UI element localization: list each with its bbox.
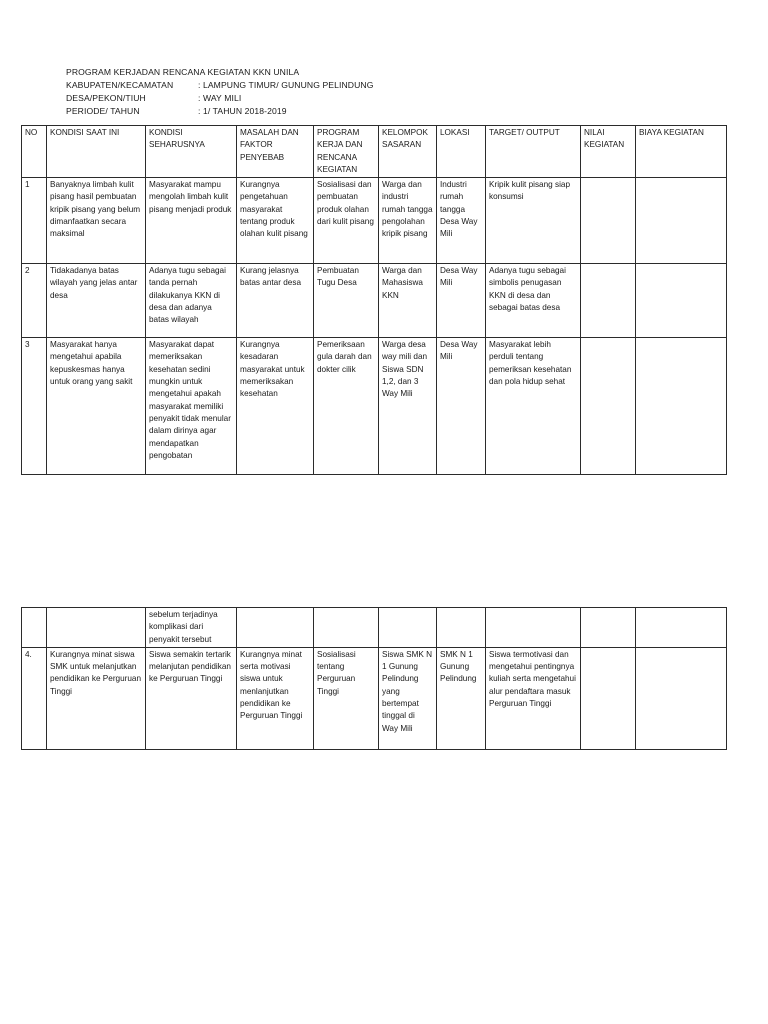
table-cell: Adanya tugu sebagai simbolis penugasan KKN di desa dan sebagai batas desa xyxy=(486,264,581,338)
program-table xyxy=(21,125,727,475)
table-cell xyxy=(636,647,727,749)
table-cell: 4. xyxy=(22,647,47,749)
table-row xyxy=(22,338,727,475)
table-cell: Sosialisasi dan pembuatan produk olahan dari kulit pisang xyxy=(314,178,379,264)
header-row-periode xyxy=(66,105,374,118)
column-header-lokasi: LOKASI xyxy=(437,126,486,178)
table-cell: Tidakadanya batas wilayah yang jelas antar desa xyxy=(47,264,146,338)
table-row xyxy=(22,264,727,338)
table-cell: Pembuatan Tugu Desa xyxy=(314,264,379,338)
table-cell: Warga dan Mahasiswa KKN xyxy=(379,264,437,338)
table-cell: Industri rumah tangga Desa Way Mili xyxy=(437,178,486,264)
table-cell: Kurangnya minat serta motivasi siswa untuk menlanjutkan pendidikan ke Perguruan Tinggi xyxy=(237,647,314,749)
table-cell: Kripik kulit pisang siap konsumsi xyxy=(486,178,581,264)
table-cell: sebelum terjadinya komplikasi dari penyakit tersebut xyxy=(146,608,237,648)
table-cell xyxy=(581,338,636,475)
table-cell: Masyarakat lebih perduli tentang pemeriksan kesehatan dan pola hidup sehat xyxy=(486,338,581,475)
document-title: PROGRAM KERJADAN RENCANA KEGIATAN KKN UNILA xyxy=(66,67,300,77)
table-cell xyxy=(314,608,379,648)
table-cell xyxy=(486,608,581,648)
table-cell: Kurangnya minat siswa SMK untuk melanjutkan pendidikan ke Perguruan Tinggi xyxy=(47,647,146,749)
table-cell xyxy=(636,608,727,648)
table-cell xyxy=(379,608,437,648)
table-header-row xyxy=(22,126,727,178)
table-cell xyxy=(237,608,314,648)
header-row-kabupaten xyxy=(66,79,374,92)
table-cell xyxy=(581,608,636,648)
table-cell xyxy=(437,608,486,648)
table-cell: Kurangnya kesadaran masyarakat untuk memeriksakan kesehatan xyxy=(237,338,314,475)
header-label: PERIODE/ TAHUN xyxy=(66,106,140,116)
document-header xyxy=(66,66,374,118)
table-cell: 3 xyxy=(22,338,47,475)
column-header-nilai-kegiatan: NILAI KEGIATAN xyxy=(581,126,636,178)
table-cell xyxy=(581,178,636,264)
table-row xyxy=(22,647,727,749)
table-cell: Pemeriksaan gula darah dan dokter cilik xyxy=(314,338,379,475)
table-cell xyxy=(22,608,47,648)
table-cell: Kurang jelasnya batas antar desa xyxy=(237,264,314,338)
table-cell: 1 xyxy=(22,178,47,264)
table-cell xyxy=(636,178,727,264)
table-cell: Siswa SMK N 1 Gunung Pelindung yang bertempat tinggal di Way Mili xyxy=(379,647,437,749)
table-cell: 2 xyxy=(22,264,47,338)
table-cell: Warga dan industri rumah tangga pengolahan kripik pisang xyxy=(379,178,437,264)
column-header-program-kerja: PROGRAM KERJA DAN RENCANA KEGIATAN xyxy=(314,126,379,178)
header-label: KABUPATEN/KECAMATAN xyxy=(66,80,174,90)
table-cell: Adanya tugu sebagai tanda pernah dilakukanya KKN di desa dan adanya batas wilayah xyxy=(146,264,237,338)
header-row-desa xyxy=(66,92,374,105)
column-header-biaya-kegiatan: BIAYA KEGIATAN xyxy=(636,126,727,178)
column-header-kondisi-seharusnya: KONDISI SEHARUSNYA xyxy=(146,126,237,178)
column-header-no: NO xyxy=(22,126,47,178)
table-cell: Masyarakat hanya mengetahui apabila kepuskesmas hanya untuk orang yang sakit xyxy=(47,338,146,475)
table-cell: Sosialisasi tentang Perguruan Tinggi xyxy=(314,647,379,749)
header-value: : 1/ TAHUN 2018-2019 xyxy=(198,106,287,116)
table-cell: Masyarakat dapat memeriksakan kesehatan sedini mungkin untuk mengetahui apakah masyarakat memiliki penyakit tidak menular dalam dirinya agar mendapatkan pengobatan xyxy=(146,338,237,475)
header-label: DESA/PEKON/TIUH xyxy=(66,93,146,103)
header-value: : LAMPUNG TIMUR/ GUNUNG PELINDUNG xyxy=(198,80,374,90)
table-cell xyxy=(581,647,636,749)
table-cell: Kurangnya pengetahuan masyarakat tentang produk olahan kulit pisang xyxy=(237,178,314,264)
table-cell: Desa Way Mili xyxy=(437,264,486,338)
table-cell xyxy=(636,338,727,475)
column-header-kelompok-sasaran: KELOMPOK SASARAN xyxy=(379,126,437,178)
table-cell: SMK N 1 Gunung Pelindung xyxy=(437,647,486,749)
table-cell: Banyaknya limbah kulit pisang hasil pembuatan kripik pisang yang belum dimanfaatkan secara maksimal xyxy=(47,178,146,264)
table-row xyxy=(22,608,727,648)
table-cell: Siswa termotivasi dan mengetahui pentingnya kuliah serta mengetahui alur pendaftara masuk Perguruan Tinggi xyxy=(486,647,581,749)
table-cell xyxy=(47,608,146,648)
column-header-target-output: TARGET/ OUTPUT xyxy=(486,126,581,178)
header-value: : WAY MILI xyxy=(198,93,242,103)
table-cell: Warga desa way mili dan Siswa SDN 1,2, dan 3 Way Mili xyxy=(379,338,437,475)
table-cell: Masyarakat mampu mengolah limbah kulit pisang menjadi produk xyxy=(146,178,237,264)
column-header-masalah: MASALAH DAN FAKTOR PENYEBAB xyxy=(237,126,314,178)
table-cell xyxy=(636,264,727,338)
table-row xyxy=(22,178,727,264)
program-table-continued xyxy=(21,607,727,750)
table-cell: Siswa semakin tertarik melanjutan pendidikan ke Perguruan Tinggi xyxy=(146,647,237,749)
column-header-kondisi-saat-ini: KONDISI SAAT INI xyxy=(47,126,146,178)
table-cell xyxy=(581,264,636,338)
table-cell: Desa Way Mili xyxy=(437,338,486,475)
